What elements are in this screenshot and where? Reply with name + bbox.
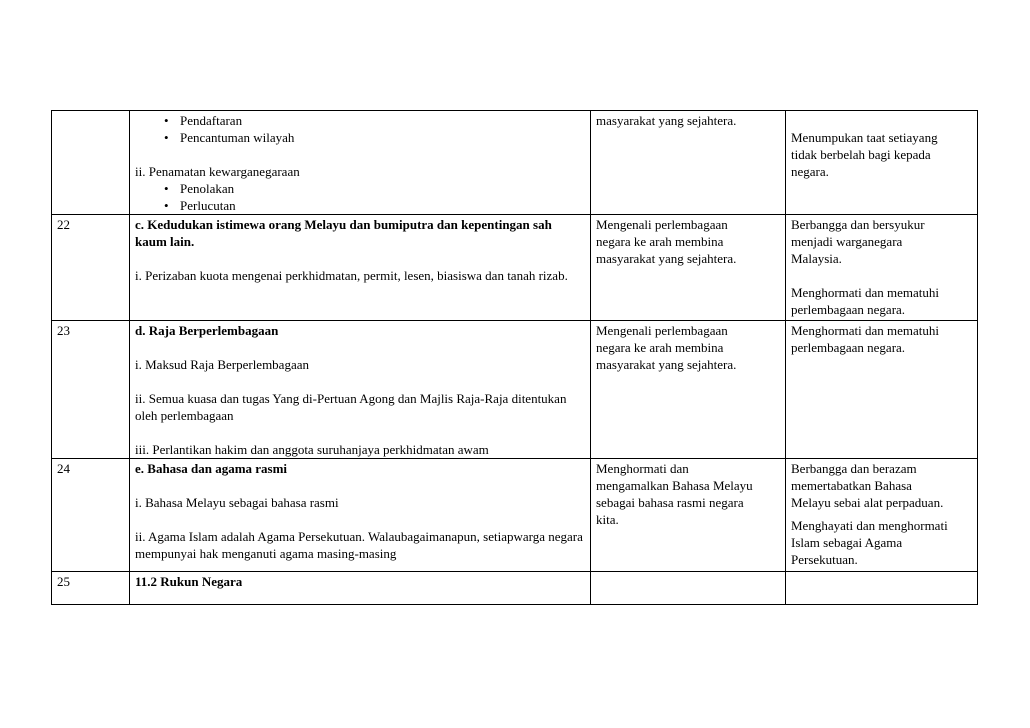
outcome-cell [591, 321, 786, 459]
value-line: menjadi warganegara [791, 234, 903, 249]
table-row [52, 111, 978, 215]
topic-heading: 11.2 Rukun Negara [135, 574, 243, 589]
value-line: memertabatkan Bahasa [791, 478, 912, 493]
bullet-icon: • [164, 198, 169, 213]
content-cell [130, 111, 591, 215]
content-item: iii. Perlantikan hakim dan anggota suruhanjaya perkhidmatan awam [135, 442, 489, 457]
value-line: Berbangga dan berazam [791, 461, 917, 476]
list-item: • Penolakan [164, 181, 235, 196]
topic-heading: e. Bahasa dan agama rasmi [135, 461, 288, 476]
outcome-line: mengamalkan Bahasa Melayu [596, 478, 753, 493]
value-line: tidak berbelah bagi kepada [791, 147, 931, 162]
value-cell [786, 215, 978, 321]
value-line: Malaysia. [791, 251, 842, 266]
value-cell [786, 572, 978, 605]
outcome-cell [591, 111, 786, 215]
bullet-icon: • [164, 130, 169, 145]
content-cell [130, 572, 591, 605]
value-line: Islam sebagai Agama [791, 535, 903, 550]
value-line: Menghormati dan mematuhi [791, 323, 940, 338]
content-item: ii. Agama Islam adalah Agama Persekutuan. Walaubagaimanapun, setiapwarga negara mempunyai hak menganuti agama masing-masing [135, 529, 583, 561]
content-cell [130, 321, 591, 459]
value-line: Menumpukan taat setiayang [791, 130, 938, 145]
value-line: perlembagaan negara. [791, 340, 906, 355]
table-row [52, 459, 978, 572]
week-cell: 23 [52, 321, 130, 459]
outcome-line: masyarakat yang sejahtera. [596, 113, 737, 128]
topic-heading: d. Raja Berperlembagaan [135, 323, 279, 338]
content-cell [130, 459, 591, 572]
list-item: • Perlucutan [164, 198, 236, 213]
table-row [52, 321, 978, 459]
outcome-line: sebagai bahasa rasmi negara [596, 495, 744, 510]
table-row [52, 215, 978, 321]
content-item: ii. Semua kuasa dan tugas Yang di-Pertuan Agong dan Majlis Raja-Raja ditentukan oleh perlembagaan [135, 391, 567, 423]
content-item: i. Perizaban kuota mengenai perkhidmatan, permit, lesen, biasiswa dan tanah rizab. [135, 268, 568, 283]
outcome-line: masyarakat yang sejahtera. [596, 251, 737, 266]
week-cell [52, 111, 130, 215]
list-item: • Pendaftaran [164, 113, 243, 128]
outcome-line: Menghormati dan [596, 461, 689, 476]
bullet-list [135, 112, 585, 146]
outcome-line: Mengenali perlembagaan [596, 217, 728, 232]
value-line: Melayu sebai alat perpaduan. [791, 495, 944, 510]
value-line: Berbangga dan bersyukur [791, 217, 925, 232]
outcome-line: negara ke arah membina [596, 234, 724, 249]
content-cell [130, 215, 591, 321]
outcome-cell [591, 215, 786, 321]
week-cell: 22 [52, 215, 130, 321]
topic-heading: c. Kedudukan istimewa orang Melayu dan bumiputra dan kepentingan sah kaum lain. [135, 217, 552, 249]
value-line: negara. [791, 164, 829, 179]
outcome-line: negara ke arah membina [596, 340, 724, 355]
outcome-line: Mengenali perlembagaan [596, 323, 728, 338]
syllabus-table [51, 110, 978, 605]
value-line: Persekutuan. [791, 552, 858, 567]
content-item: i. Maksud Raja Berperlembagaan [135, 357, 309, 372]
value-line: perlembagaan negara. [791, 302, 906, 317]
list-item: • Pencantuman wilayah [164, 130, 295, 145]
value-line: Menghayati dan menghormati [791, 518, 948, 533]
value-cell [786, 459, 978, 572]
outcome-cell [591, 459, 786, 572]
outcome-line: kita. [596, 512, 619, 527]
table-row [52, 572, 978, 605]
bullet-icon: • [164, 181, 169, 196]
outcome-cell [591, 572, 786, 605]
content-item: i. Bahasa Melayu sebagai bahasa rasmi [135, 495, 339, 510]
outcome-line: masyarakat yang sejahtera. [596, 357, 737, 372]
value-line: Menghormati dan mematuhi [791, 285, 940, 300]
week-cell: 25 [52, 572, 130, 605]
value-cell [786, 111, 978, 215]
bullet-icon: • [164, 113, 169, 128]
value-cell [786, 321, 978, 459]
bullet-list [135, 180, 585, 214]
content-item: ii. Penamatan kewarganegaraan [135, 164, 300, 179]
week-cell: 24 [52, 459, 130, 572]
